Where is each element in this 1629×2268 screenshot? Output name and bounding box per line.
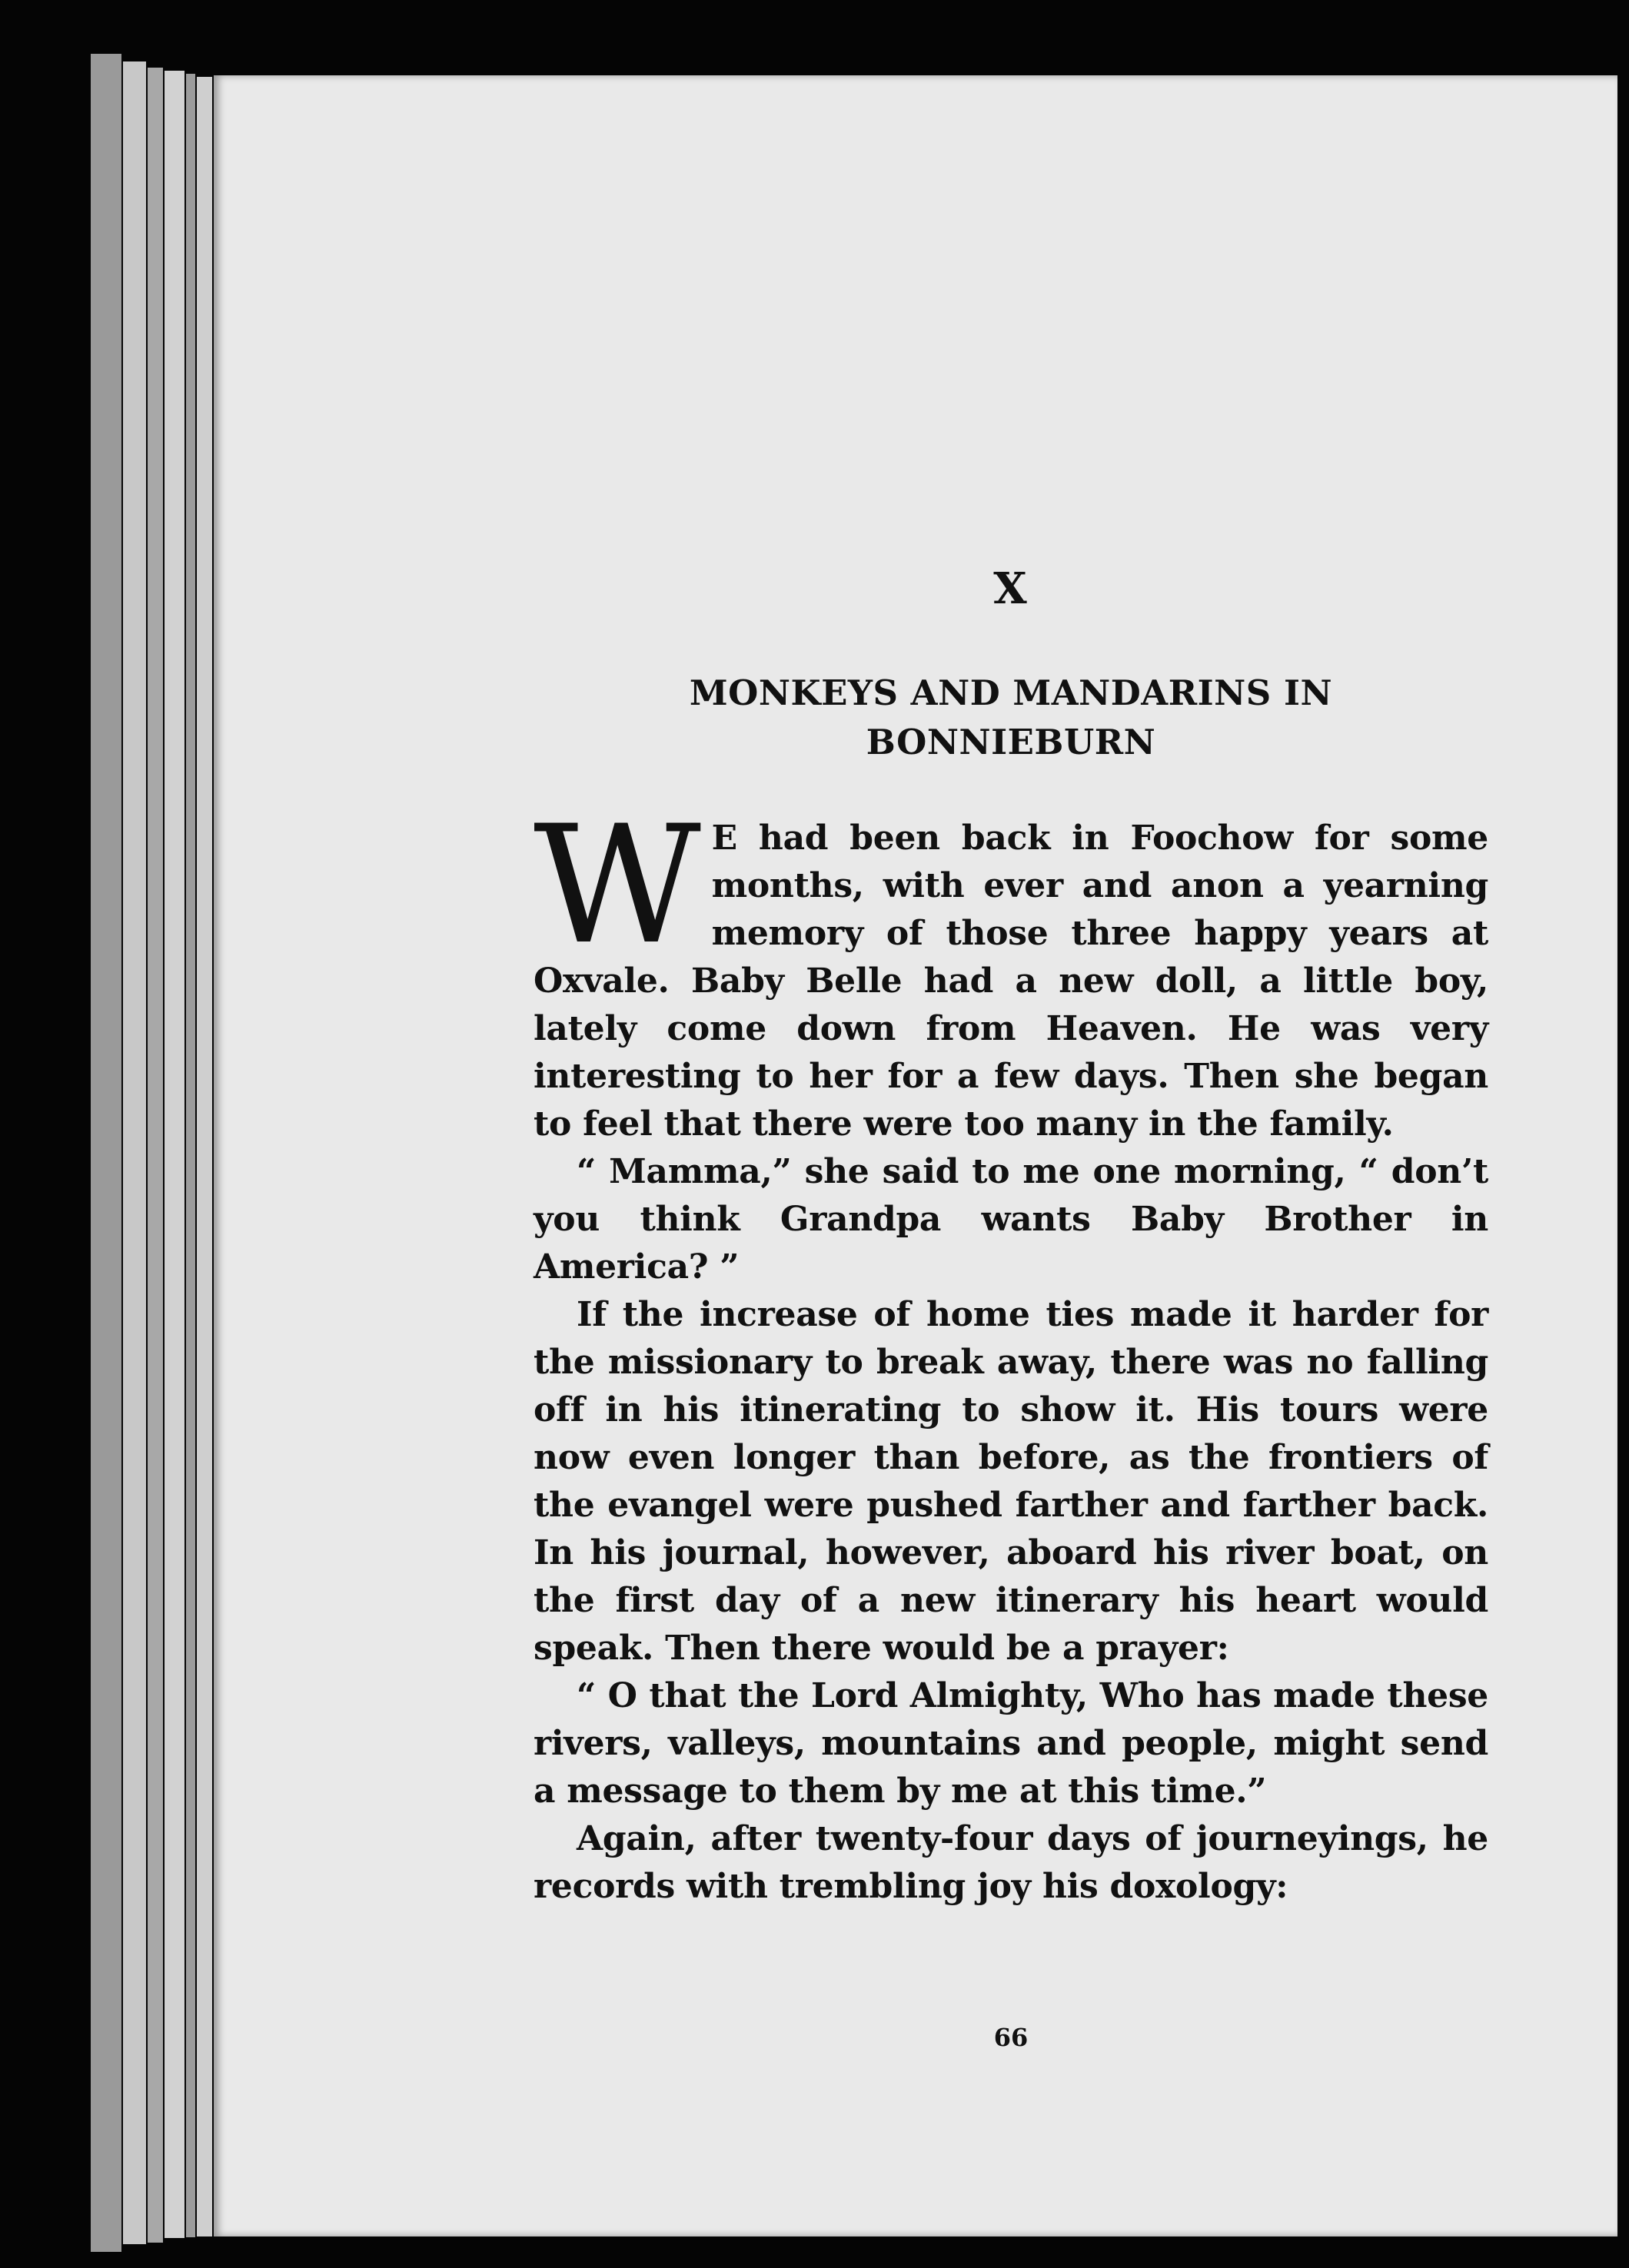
paragraph-2: “ Mamma,” she said to me one morning, “ don’t you think Grandpa wants Baby Brother in America? ” [534,1152,1488,1287]
page-edge [197,77,212,2236]
page-number: 66 [993,2023,1029,2052]
paragraph-1-text: had been back in Foochow for some months, with ever and anon a yearning memory of those three happy years at Oxvale. Baby Belle had a new doll, a little boy, lately come down from Heaven. He was very interesting to her for a few days. Then she began to feel that there were too many in the family. [534,819,1488,1144]
chapter-number: X [993,563,1029,614]
paragraph-1 [534,790,1488,1148]
paragraph-1-lead: E [711,819,737,858]
page-edge [148,68,163,2243]
page-edge [91,54,121,2252]
page-edge [165,71,185,2238]
page-edge [186,74,195,2237]
drop-cap: W [534,790,701,980]
book-page [214,75,1617,2236]
paragraph-5: Again, after twenty-four days of journeyings, he records with trembling joy his doxology: [534,1819,1488,1906]
chapter-body [534,790,1488,1911]
chapter-title [580,669,1442,767]
paragraph-4: “ O that the Lord Almighty, Who has made these rivers, valleys, mountains and people, might send a message to them by me at this time.” [534,1676,1488,1811]
chapter-title-line-2: BONNIEBURN [866,722,1156,762]
paragraph-3: If the increase of home ties made it harder for the missionary to break away, there was no falling off in his itinerating to show it. His tours were now even longer than before, as the frontiers of the evangel were pushed farther and farther back. In his journal, however, aboard his river boat, on the first day of a new itinerary his heart would speak. Then there would be a prayer: [534,1295,1488,1668]
page-edge [123,61,146,2244]
chapter-title-line-1: MONKEYS AND MANDARINS IN [689,672,1333,713]
